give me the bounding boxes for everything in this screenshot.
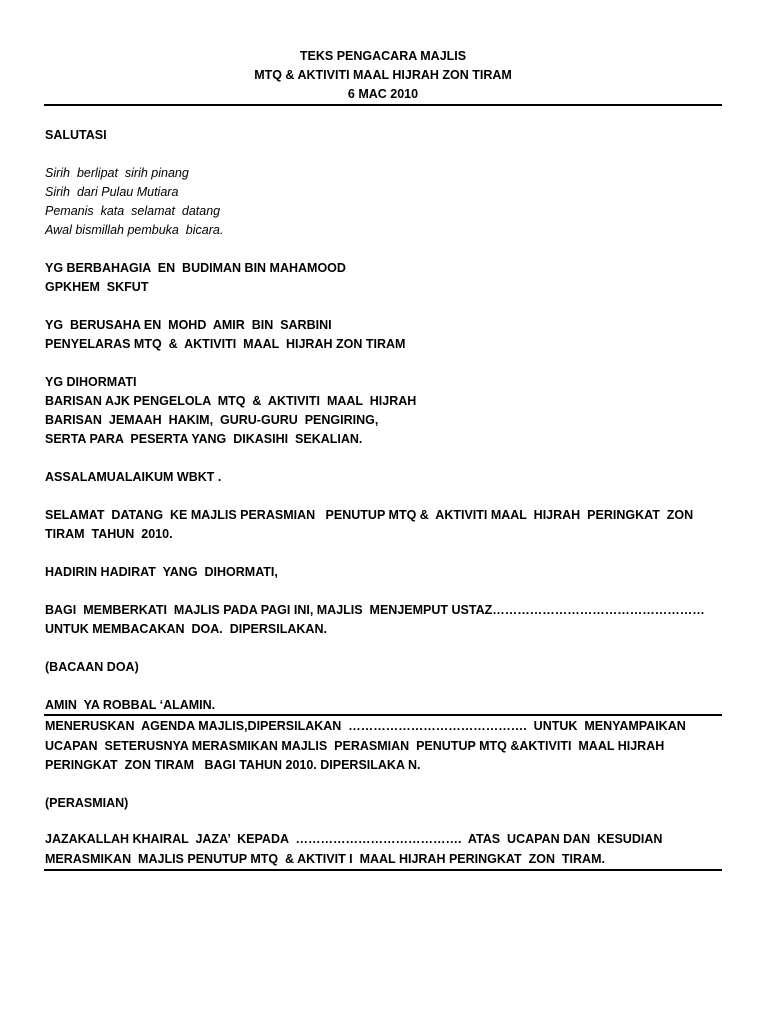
doc-date: 6 MAC 2010 xyxy=(347,87,419,101)
amin-line: AMIN YA ROBBAL ‘ALAMIN. xyxy=(45,698,216,712)
agenda-line: PERINGKAT ZON TIRAM BAGI TAHUN 2010. DIPERSILAKA N. xyxy=(45,758,421,772)
greeting-line: PENYELARAS MTQ & AKTIVITI MAAL HIJRAH ZON TIRAM xyxy=(45,337,406,351)
doa-invite-line: BAGI MEMBERKATI MAJLIS PADA PAGI INI, MAJLIS MENJEMPUT USTAZ…………………………………………… xyxy=(45,603,705,617)
greeting-line: BARISAN JEMAAH HAKIM, GURU-GURU PENGIRING, xyxy=(45,413,379,427)
greeting-line: BARISAN AJK PENGELOLA MTQ & AKTIVITI MAAL HIJRAH xyxy=(45,394,417,408)
pantun-line: Awal bismillah pembuka bicara. xyxy=(45,223,224,237)
footer-divider xyxy=(44,869,722,871)
salutasi-heading: SALUTASI xyxy=(45,128,107,142)
pantun-line: Sirih dari Pulau Mutiara xyxy=(45,185,179,199)
welcome-line: SELAMAT DATANG KE MAJLIS PERASMIAN PENUTUP MTQ & AKTIVITI MAAL HIJRAH PERINGKAT ZON xyxy=(45,508,694,522)
pantun-line: Pemanis kata selamat datang xyxy=(45,204,221,218)
pantun-line: Sirih berlipat sirih pinang xyxy=(45,166,189,180)
hadirin-line: HADIRIN HADIRAT YANG DIHORMATI, xyxy=(45,565,278,579)
doc-title: TEKS PENGACARA MAJLIS xyxy=(299,49,467,63)
greeting-line: YG BERBAHAGIA EN BUDIMAN BIN MAHAMOOD xyxy=(45,261,346,275)
greeting-line: SERTA PARA PESERTA YANG DIKASIHI SEKALIAN. xyxy=(45,432,363,446)
agenda-line: UCAPAN SETERUSNYA MERASMIKAN MAJLIS PERASMIAN PENUTUP MTQ &AKTIVITI MAAL HIJRAH xyxy=(45,739,665,753)
greeting-line: YG DIHORMATI xyxy=(45,375,137,389)
perasmian-line: (PERASMIAN) xyxy=(45,796,129,810)
greeting-line: GPKHEM SKFUT xyxy=(45,280,149,294)
salam-line: ASSALAMUALAIKUM WBKT . xyxy=(45,470,222,484)
welcome-line: TIRAM TAHUN 2010. xyxy=(45,527,173,541)
closing-line: JAZAKALLAH KHAIRAL JAZA’ KEPADA …………………………………. ATAS UCAPAN DAN KESUDIAN xyxy=(45,832,663,846)
bacaan-doa-line: (BACAAN DOA) xyxy=(45,660,139,674)
closing-line: MERASMIKAN MAJLIS PENUTUP MTQ & AKTIVIT I MAAL HIJRAH PERINGKAT ZON TIRAM. xyxy=(45,852,605,866)
section-divider xyxy=(44,714,722,716)
doc-subtitle: MTQ & AKTIVITI MAAL HIJRAH ZON TIRAM xyxy=(254,68,512,82)
agenda-line: MENERUSKAN AGENDA MAJLIS,DIPERSILAKAN ……………………………………. UNTUK MENYAMPAIKAN xyxy=(45,719,686,733)
greeting-line: YG BERUSAHA EN MOHD AMIR BIN SARBINI xyxy=(45,318,332,332)
header-divider xyxy=(44,104,722,106)
doa-invite-line: UNTUK MEMBACAKAN DOA. DIPERSILAKAN. xyxy=(45,622,327,636)
